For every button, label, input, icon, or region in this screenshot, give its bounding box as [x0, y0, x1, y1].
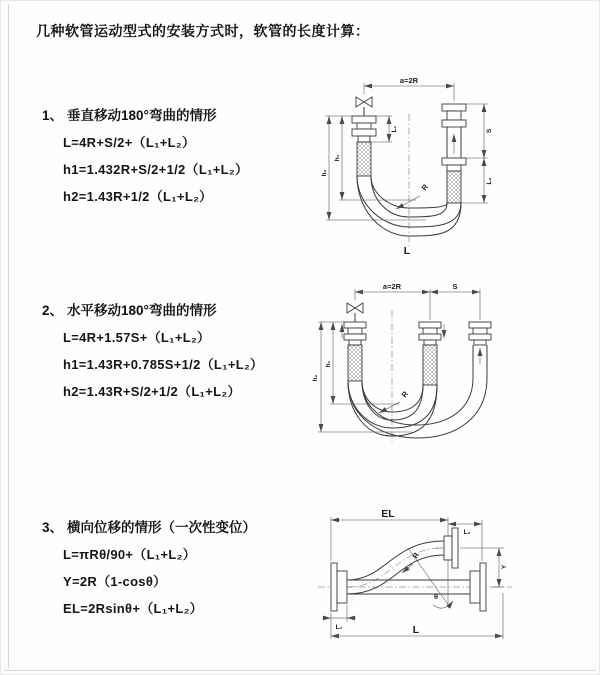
- dim-label-l1: L₁: [335, 624, 343, 631]
- formula-el: EL=2Rsinθ+（L₁+L₂）: [63, 601, 203, 616]
- section-number: 1、: [42, 108, 64, 123]
- formula-h1: h1=1.432R+S/2+1/2（L₁+L₂）: [63, 162, 249, 177]
- formula-length: L=4R+1.57S+（L₁+L₂）: [63, 330, 211, 345]
- dim-label-length: L: [403, 245, 411, 257]
- dim-label-r: R: [399, 389, 411, 400]
- braided-hose-left: [348, 345, 362, 381]
- section-title-text: 横向位移的情形（一次性变位）: [67, 520, 257, 535]
- dim-label-y: Y: [501, 564, 508, 570]
- s-curve-hose: [347, 541, 444, 594]
- flange-fitting-middle: [419, 322, 441, 345]
- dimension-span-2r: [355, 282, 430, 320]
- diagram-lateral-displacement: [296, 503, 536, 660]
- dim-label-h1: h₁: [334, 154, 341, 162]
- formula-length: L=4R+S/2+（L₁+L₂）: [63, 135, 196, 150]
- dim-label-span: a=2R: [382, 282, 402, 291]
- dim-label-l1: L₁: [391, 125, 398, 133]
- formula-h1: h1=1.43R+0.785S+1/2（L₁+L₂）: [63, 357, 264, 372]
- dimension-l1: [322, 605, 356, 639]
- valve-icon: [347, 303, 363, 322]
- dim-label-l2: L₂: [486, 177, 493, 185]
- formula-length: L=πRθ/90+（L₁+L₂）: [63, 547, 196, 562]
- braided-hose-middle: [423, 345, 437, 385]
- section-vertical-movement: [42, 107, 317, 215]
- section-heading: [42, 519, 317, 537]
- hose-u-bend-arcs: [348, 381, 437, 436]
- dim-label-h1: h₁: [325, 360, 332, 368]
- flange-top-displaced: [444, 528, 458, 568]
- dimension-s: [466, 104, 493, 158]
- flange-fitting-left: [344, 322, 366, 345]
- section-heading: [42, 107, 317, 125]
- flange-left: [331, 563, 347, 611]
- dim-label-el: EL: [381, 508, 395, 520]
- formula-y: Y=2R（1-cosθ）: [63, 574, 167, 589]
- page-edge-bottom: [4, 670, 596, 671]
- dimension-span-2r: [364, 76, 454, 101]
- radius-callout: [402, 551, 421, 573]
- formula-h2: h2=1.43R+S/2+1/2（L₁+L₂）: [63, 384, 241, 399]
- movement-arrows: [342, 324, 480, 364]
- dimension-s: [430, 282, 480, 320]
- section-heading: [42, 302, 317, 320]
- braided-hose-right: [447, 171, 461, 203]
- radius-callout: [379, 389, 410, 413]
- page-title: 几种软管运动型式的安装方式时，软管的长度计算：: [36, 23, 370, 39]
- flange-fitting-left: [352, 116, 376, 142]
- dim-label-h2: h₂: [321, 169, 328, 177]
- diagram-vertical-bend: [308, 70, 523, 263]
- section-title-text: 垂直移动180°弯曲的情形: [67, 108, 217, 123]
- flange-fitting-right-lower: [442, 158, 466, 171]
- flange-right: [470, 563, 486, 611]
- dim-label-s: S: [486, 128, 493, 134]
- section-number: 3、: [42, 520, 64, 535]
- dim-label-span: a=2R: [399, 76, 419, 85]
- dim-label-r: R: [410, 551, 422, 560]
- formula-h2: h2=1.43R+1/2（L₁+L₂）: [63, 189, 213, 204]
- section-lateral-displacement: [42, 519, 317, 627]
- dim-label-length: L: [412, 624, 420, 636]
- dim-label-h2: h₂: [312, 374, 319, 382]
- dim-label-r: R: [419, 182, 431, 193]
- section-title-text: 水平移动180°弯曲的情形: [67, 303, 217, 318]
- section-number: 2、: [42, 303, 64, 318]
- radius-callout: [396, 182, 430, 209]
- section-horizontal-movement: [42, 302, 317, 410]
- diagram-horizontal-bend: [304, 280, 522, 457]
- braided-hose-left: [357, 142, 371, 176]
- valve-icon: [356, 97, 372, 116]
- dim-label-theta: θ: [433, 592, 439, 601]
- dim-label-s: S: [452, 282, 458, 291]
- dim-label-l2: L₂: [463, 529, 471, 536]
- dimension-el: [331, 508, 448, 606]
- page-edge-left: [8, 4, 9, 668]
